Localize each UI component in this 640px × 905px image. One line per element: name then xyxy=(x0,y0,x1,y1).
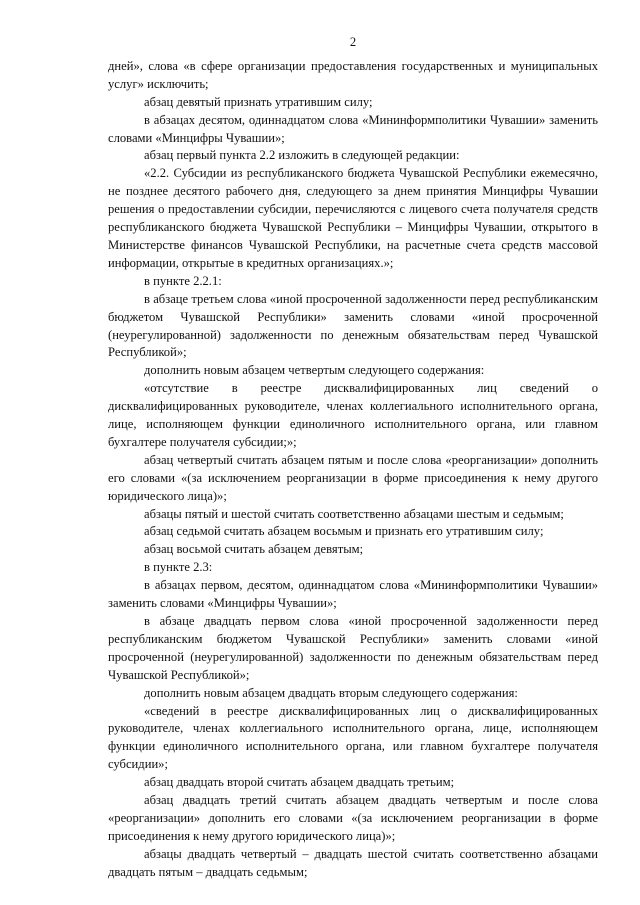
paragraph-14: в абзацах первом, десятом, одиннадцатом слова «Мининформполитики Чувашии» заменить словами «Минцифры Чувашии»; xyxy=(108,578,598,611)
paragraph-8: «отсутствие в реестре дисквалифицированных лиц сведений о дисквалифицированных руководителе, членах коллегиального исполнительного органа, лице, исполняющем функции единоличного исполнительного органа, или главном бухгалтере получателя субсидии;»; xyxy=(108,381,598,449)
paragraph-20: абзацы двадцать четвертый – двадцать шестой считать соответственно абзацами двадцать пятым – двадцать седьмым; xyxy=(108,846,598,879)
paragraph-0: дней», слова «в сфере организации предоставления государственных и муниципальных услуг» исключить; xyxy=(108,58,598,91)
paragraph-2: в абзацах десятом, одиннадцатом слова «Мининформполитики Чувашии» заменить словами «Минцифры Чувашии»; xyxy=(108,112,598,145)
paragraph-6: в абзаце третьем слова «иной просроченной задолженности перед республиканским бюджетом Чувашской Республики» заменить словами «иной просроченной (неурегулированной) задолженности по денежным обязательствам перед Чувашской Республикой»; xyxy=(108,291,598,360)
paragraph-17: «сведений в реестре дисквалифицированных лиц о дисквалифицированных руководителе, членах коллегиального исполнительного органа, лице, исполняющем функции единоличного исполнительного органа, или главном бухгалтере получателя субсидии»; xyxy=(108,703,598,772)
paragraph-10: абзацы пятый и шестой считать соответственно абзацами шестым и седьмым; xyxy=(144,506,564,521)
page-number: 2 xyxy=(349,35,357,49)
paragraph-4: «2.2. Субсидии из республиканского бюджета Чувашской Республики ежемесячно, не позднее десятого рабочего дня, следующего за днем принятия Минцифры Чувашии решения о предоставлении субсидии, перечисляются с лицевого счета получателя средств республиканского бюджета Чувашской Республики – Минцифры Чувашии, открытого в Министерстве финансов Чувашской Республики, на расчетные счета средств массовой информации, открытые в кредитных организациях.»; xyxy=(108,166,598,270)
paragraph-18: абзац двадцать второй считать абзацем двадцать третьим; xyxy=(144,775,455,790)
paragraph-11: абзац седьмой считать абзацем восьмым и признать его утратившим силу; xyxy=(144,524,544,539)
paragraph-19: абзац двадцать третий считать абзацем двадцать четвертым и после слова «реорганизации» дополнить его словами «(за исключением реорганизации в форме присоединения к нему другого юридического лица)»; xyxy=(108,793,598,843)
paragraph-5: в пункте 2.2.1: xyxy=(144,273,222,288)
paragraph-9: абзац четвертый считать абзацем пятым и после слова «реорганизации» дополнить его словами «(за исключением реорганизации в форме присоединения к нему другого юридического лица)»; xyxy=(108,452,598,503)
paragraph-15: в абзаце двадцать первом слова «иной просроченной задолженности перед республиканским бюджетом Чувашской Республики» заменить словами «иной просроченной (неурегулированной) задолженности по денежным обязательствам перед Чувашской Республикой»; xyxy=(108,614,598,682)
paragraph-7: дополнить новым абзацем четвертым следующего содержания: xyxy=(144,363,485,378)
paragraph-12: абзац восьмой считать абзацем девятым; xyxy=(144,542,364,557)
document-body xyxy=(108,58,598,882)
paragraph-16: дополнить новым абзацем двадцать вторым следующего содержания: xyxy=(144,685,518,700)
paragraph-3: абзац первый пункта 2.2 изложить в следующей редакции: xyxy=(144,148,460,163)
paragraph-13: в пункте 2.3: xyxy=(144,560,213,575)
document-page xyxy=(108,34,598,882)
paragraph-1: абзац девятый признать утратившим силу; xyxy=(144,94,373,109)
